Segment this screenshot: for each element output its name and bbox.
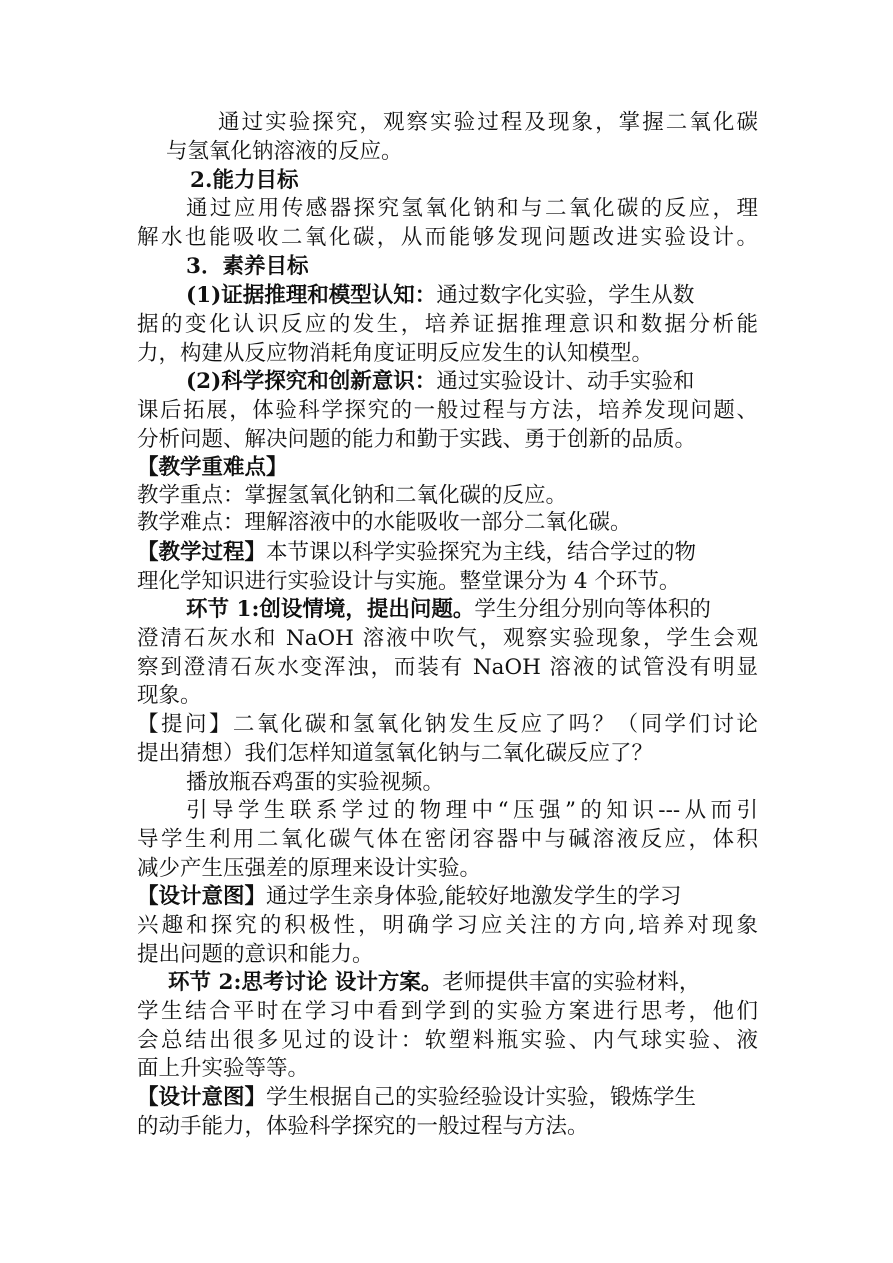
paragraph-line bbox=[137, 1083, 758, 1112]
paragraph-line: 现象。 bbox=[137, 683, 202, 708]
paragraph-line: 的动手能力，体验科学探究的一般过程与方法。 bbox=[137, 1114, 589, 1139]
paragraph-line bbox=[168, 968, 758, 997]
paragraph-line: 减少产生压强差的原理来设计实验。 bbox=[137, 856, 482, 881]
paragraph-line: 通过实验探究，观察实验过程及现象，掌握二氧化碳 bbox=[218, 110, 758, 135]
paragraph-line: 与氢氧化钠溶液的反应。 bbox=[166, 139, 403, 164]
paragraph-text: 本节课以科学实验探究为主线，结合学过的物 bbox=[266, 540, 697, 565]
paragraph-line: 通过应用传感器探究氢氧化钠和与二氧化碳的反应，理 bbox=[186, 196, 758, 221]
paragraph-text: 通过学生亲身体验,能较好地激发学生的学习 bbox=[266, 884, 682, 909]
bold-term: 环节 1:创设情境，提出问题。 bbox=[186, 597, 475, 622]
paragraph-line: 提出问题的意识和能力。 bbox=[137, 942, 374, 967]
paragraph-line: 力，构建从反应物消耗角度证明反应发生的认知模型。 bbox=[137, 341, 654, 366]
paragraph-line: 提出猜想）我们怎样知道氢氧化钠与二氧化碳反应了？ bbox=[137, 741, 654, 766]
paragraph-line: 据的变化认识反应的发生，培养证据推理意识和数据分析能 bbox=[137, 312, 758, 337]
bold-term: 【设计意图】 bbox=[137, 1085, 267, 1110]
paragraph-line bbox=[186, 595, 758, 624]
paragraph-line: 导学生利用二氧化碳气体在密闭容器中与碱溶液反应，体积 bbox=[137, 827, 758, 852]
paragraph-line: 解水也能吸收二氧化碳，从而能够发现问题改进实验设计。 bbox=[137, 225, 758, 250]
paragraph-line bbox=[137, 882, 758, 911]
bold-term: (1)证据推理和模型认知： bbox=[186, 283, 437, 308]
paragraph-line: 兴趣和探究的积极性，明确学习应关注的方向,培养对现象 bbox=[137, 913, 758, 938]
bold-term: 环节 2:思考讨论 设计方案。 bbox=[168, 970, 443, 995]
paragraph-text: 学生分组分别向等体积的 bbox=[474, 597, 711, 622]
paragraph-line: 课后拓展，体验科学探究的一般过程与方法，培养发现问题、 bbox=[137, 398, 758, 423]
bold-term: 【设计意图】 bbox=[137, 884, 267, 909]
paragraph-line bbox=[186, 367, 758, 396]
paragraph-line: 察到澄清石灰水变浑浊，而装有 NaOH 溶液的试管没有明显 bbox=[137, 655, 758, 680]
paragraph-text: 老师提供丰富的实验材料， bbox=[442, 970, 701, 995]
section-heading: 【教学重难点】 bbox=[137, 455, 288, 480]
paragraph-line: 澄清石灰水和 NaOH 溶液中吹气，观察实验现象，学生会观 bbox=[137, 626, 758, 651]
section-heading: 2.能力目标 bbox=[190, 168, 299, 193]
paragraph-line: 理化学知识进行实验设计与实施。整堂课分为 4 个环节。 bbox=[137, 569, 681, 594]
paragraph-line: 【提问】二氧化碳和氢氧化钠发生反应了吗？（同学们讨论 bbox=[137, 712, 758, 737]
paragraph-line: 播放瓶吞鸡蛋的实验视频。 bbox=[186, 770, 445, 795]
paragraph-line bbox=[137, 538, 758, 567]
paragraph-line: 教学重点：掌握氢氧化钠和二氧化碳的反应。 bbox=[137, 483, 568, 508]
paragraph-text: 通过数字化实验，学生从数 bbox=[436, 283, 695, 308]
paragraph-line bbox=[186, 281, 758, 310]
paragraph-line: 会总结出很多见过的设计：软塑料瓶实验、内气球实验、液 bbox=[137, 1028, 758, 1053]
paragraph-line: 分析问题、解决问题的能力和勤于实践、勇于创新的品质。 bbox=[137, 427, 697, 452]
paragraph-line: 学生结合平时在学习中看到学到的实验方案进行思考，他们 bbox=[137, 999, 758, 1024]
section-heading: 3．素养目标 bbox=[186, 254, 309, 279]
paragraph-line: 面上升实验等等。 bbox=[137, 1056, 310, 1081]
paragraph-line: 引导学生联系学过的物理中“压强”的知识---从而引 bbox=[186, 798, 758, 823]
paragraph-text: 通过实验设计、动手实验和 bbox=[436, 369, 695, 394]
paragraph-line: 教学难点：理解溶液中的水能吸收一部分二氧化碳。 bbox=[137, 510, 632, 535]
paragraph-text: 学生根据自己的实验经验设计实验，锻炼学生 bbox=[266, 1085, 697, 1110]
bold-term: (2)科学探究和创新意识： bbox=[186, 369, 437, 394]
bold-term: 【教学过程】 bbox=[137, 540, 267, 565]
